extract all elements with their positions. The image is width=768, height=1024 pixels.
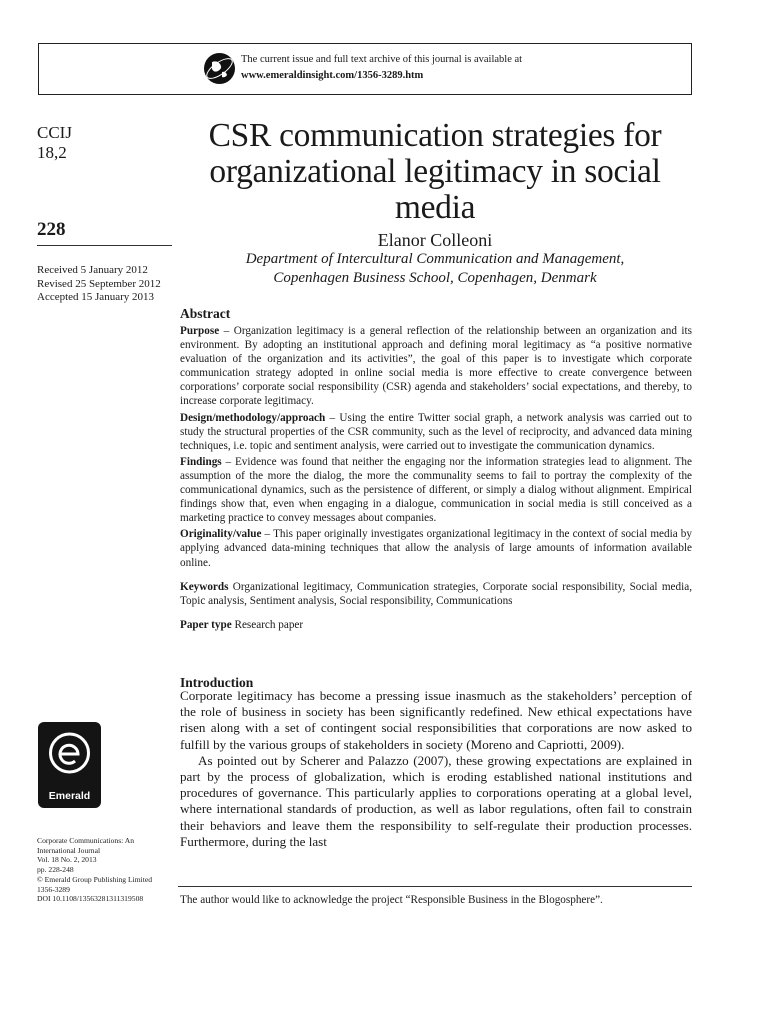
banner-archive-text: The current issue and full text archive of this journal is available at <box>241 54 523 65</box>
introduction-heading: Introduction <box>180 675 254 690</box>
findings-text: – Evidence was found that neither the engaging nor the information strategies lead to alignment. The assumption of the more the dialog, the more the communality seems to fail to portray the complexity of the communicational dynamics, such as the persistence of different, or simply a dialog without alignment. Empirical findings show that, even when engaging in a dialogue, communication in social media is still conceived as a marketing practice to convey messages about companies. <box>180 455 692 525</box>
pub-info-line: Corporate Communications: An <box>37 836 135 845</box>
introduction-body <box>180 688 692 850</box>
abstract-originality <box>180 527 692 569</box>
purpose-text: – Organization legitimacy is a general reflection of the relationship between an organization and its environment. By adopting an institutional approach and defining moral legitimacy as “a positive normative evaluation of the organization and its activities”, the goal of this paper is to investigate which corporate communication strategy adopted in online social media is more effective to create convergence between corporations’ corporate social responsibility (CSR) agenda and stakeholders’ social expectations, and thereby, to increase corporate legitimacy. <box>180 325 692 408</box>
originality-label: Originality/value <box>180 528 262 541</box>
journal-banner <box>38 43 692 95</box>
logo-text: Emerald <box>48 790 91 802</box>
banner-url-link[interactable]: www.emeraldinsight.com/1356-3289.htm <box>241 70 424 81</box>
abstract-findings <box>180 455 692 525</box>
paper-type <box>180 618 692 632</box>
design-label: Design/methodology/approach <box>180 411 326 424</box>
affiliation-line-2: Copenhagen Business School, Copenhagen, Denmark <box>273 270 597 286</box>
paper-type-text: Research paper <box>231 618 304 631</box>
design-text: – Using the entire Twitter social graph, a network analysis was carried out to study the structural properties of the CSR community, such as the level of reciprocity, and advanced data mining techniques, i.e. topic and sentiment analysis, were carried out to investigate the communication dynamics. <box>180 411 692 452</box>
pub-info-line: DOI 10.1108/13563281311319508 <box>37 894 144 904</box>
emerald-e-icon <box>48 731 91 783</box>
abstract-design <box>180 411 692 453</box>
volume-issue: 18,2 <box>37 143 67 162</box>
pub-info-line: International Journal <box>37 845 101 855</box>
findings-label: Findings <box>180 455 222 468</box>
abstract-heading: Abstract <box>180 306 231 321</box>
abstract-purpose <box>180 324 692 409</box>
paper-type-label: Paper type <box>180 618 232 631</box>
originality-text: – This paper originally investigates organizational legitimacy in the context of social media by applying advanced data-mining techniques that allow the analysis of large amounts of information available online. <box>180 528 692 569</box>
page-number: 228 <box>37 219 66 240</box>
affiliation-line-1: Department of Intercultural Communication and Management, <box>245 251 625 267</box>
author-affiliation <box>178 250 692 288</box>
revised-date: Revised 25 September 2012 <box>37 277 161 290</box>
accepted-date: Accepted 15 January 2013 <box>37 291 154 303</box>
pub-info-line: © Emerald Group Publishing Limited <box>37 874 153 884</box>
footnote-divider <box>178 886 692 887</box>
keywords <box>180 580 692 608</box>
received-date: Received 5 January 2012 <box>37 264 148 276</box>
abstract-body <box>180 324 692 634</box>
keywords-text: Organizational legitimacy, Communication strategies, Corporate social responsibility, Social media, Topic analysis, Sentiment analysis, Social responsibility, Communications <box>180 580 692 607</box>
intro-paragraph-2: As pointed out by Scherer and Palazzo (2007), these growing expectations are explained in part by the process of globalization, which is eroding established national institutions and procedures of governance. This particularly applies to corporations operating at a global level, where international standards of production, as well as labor regulations, often fail to constrain their behaviors and leave them the responsibility to self-regulate their production processes. Furthermore, during the last <box>180 752 692 849</box>
pub-info-line: Vol. 18 No. 2, 2013 <box>37 855 97 865</box>
keywords-label: Keywords <box>180 580 229 593</box>
pub-info-line: 1356-3289 <box>37 884 70 894</box>
publication-info <box>37 836 177 904</box>
article-dates <box>37 264 161 305</box>
intro-paragraph-1: Corporate legitimacy has become a pressing issue inasmuch as the stakeholders’ perception of the role of business in society has been significantly redefined. New ethical expectations have risen along with a set of contingent social responsibilities that corporations are now asked to fulfill by the various groups of stakeholders in society (Moreno and Capriotti, 2009). <box>180 688 692 752</box>
globe-icon <box>203 52 236 85</box>
sidebar-divider <box>37 245 172 246</box>
emerald-logo <box>38 722 101 808</box>
purpose-label: Purpose <box>180 325 220 337</box>
article-title: CSR communication strategies for organizational legitimacy in social media <box>208 117 662 226</box>
journal-abbr: CCIJ <box>37 123 72 142</box>
journal-code <box>37 123 72 163</box>
author-name: Elanor Colleoni <box>377 230 493 250</box>
acknowledgement-footnote: The author would like to acknowledge the project “Responsible Business in the Blogosphere”. <box>180 894 603 906</box>
pub-info-line: pp. 228-248 <box>37 865 74 875</box>
